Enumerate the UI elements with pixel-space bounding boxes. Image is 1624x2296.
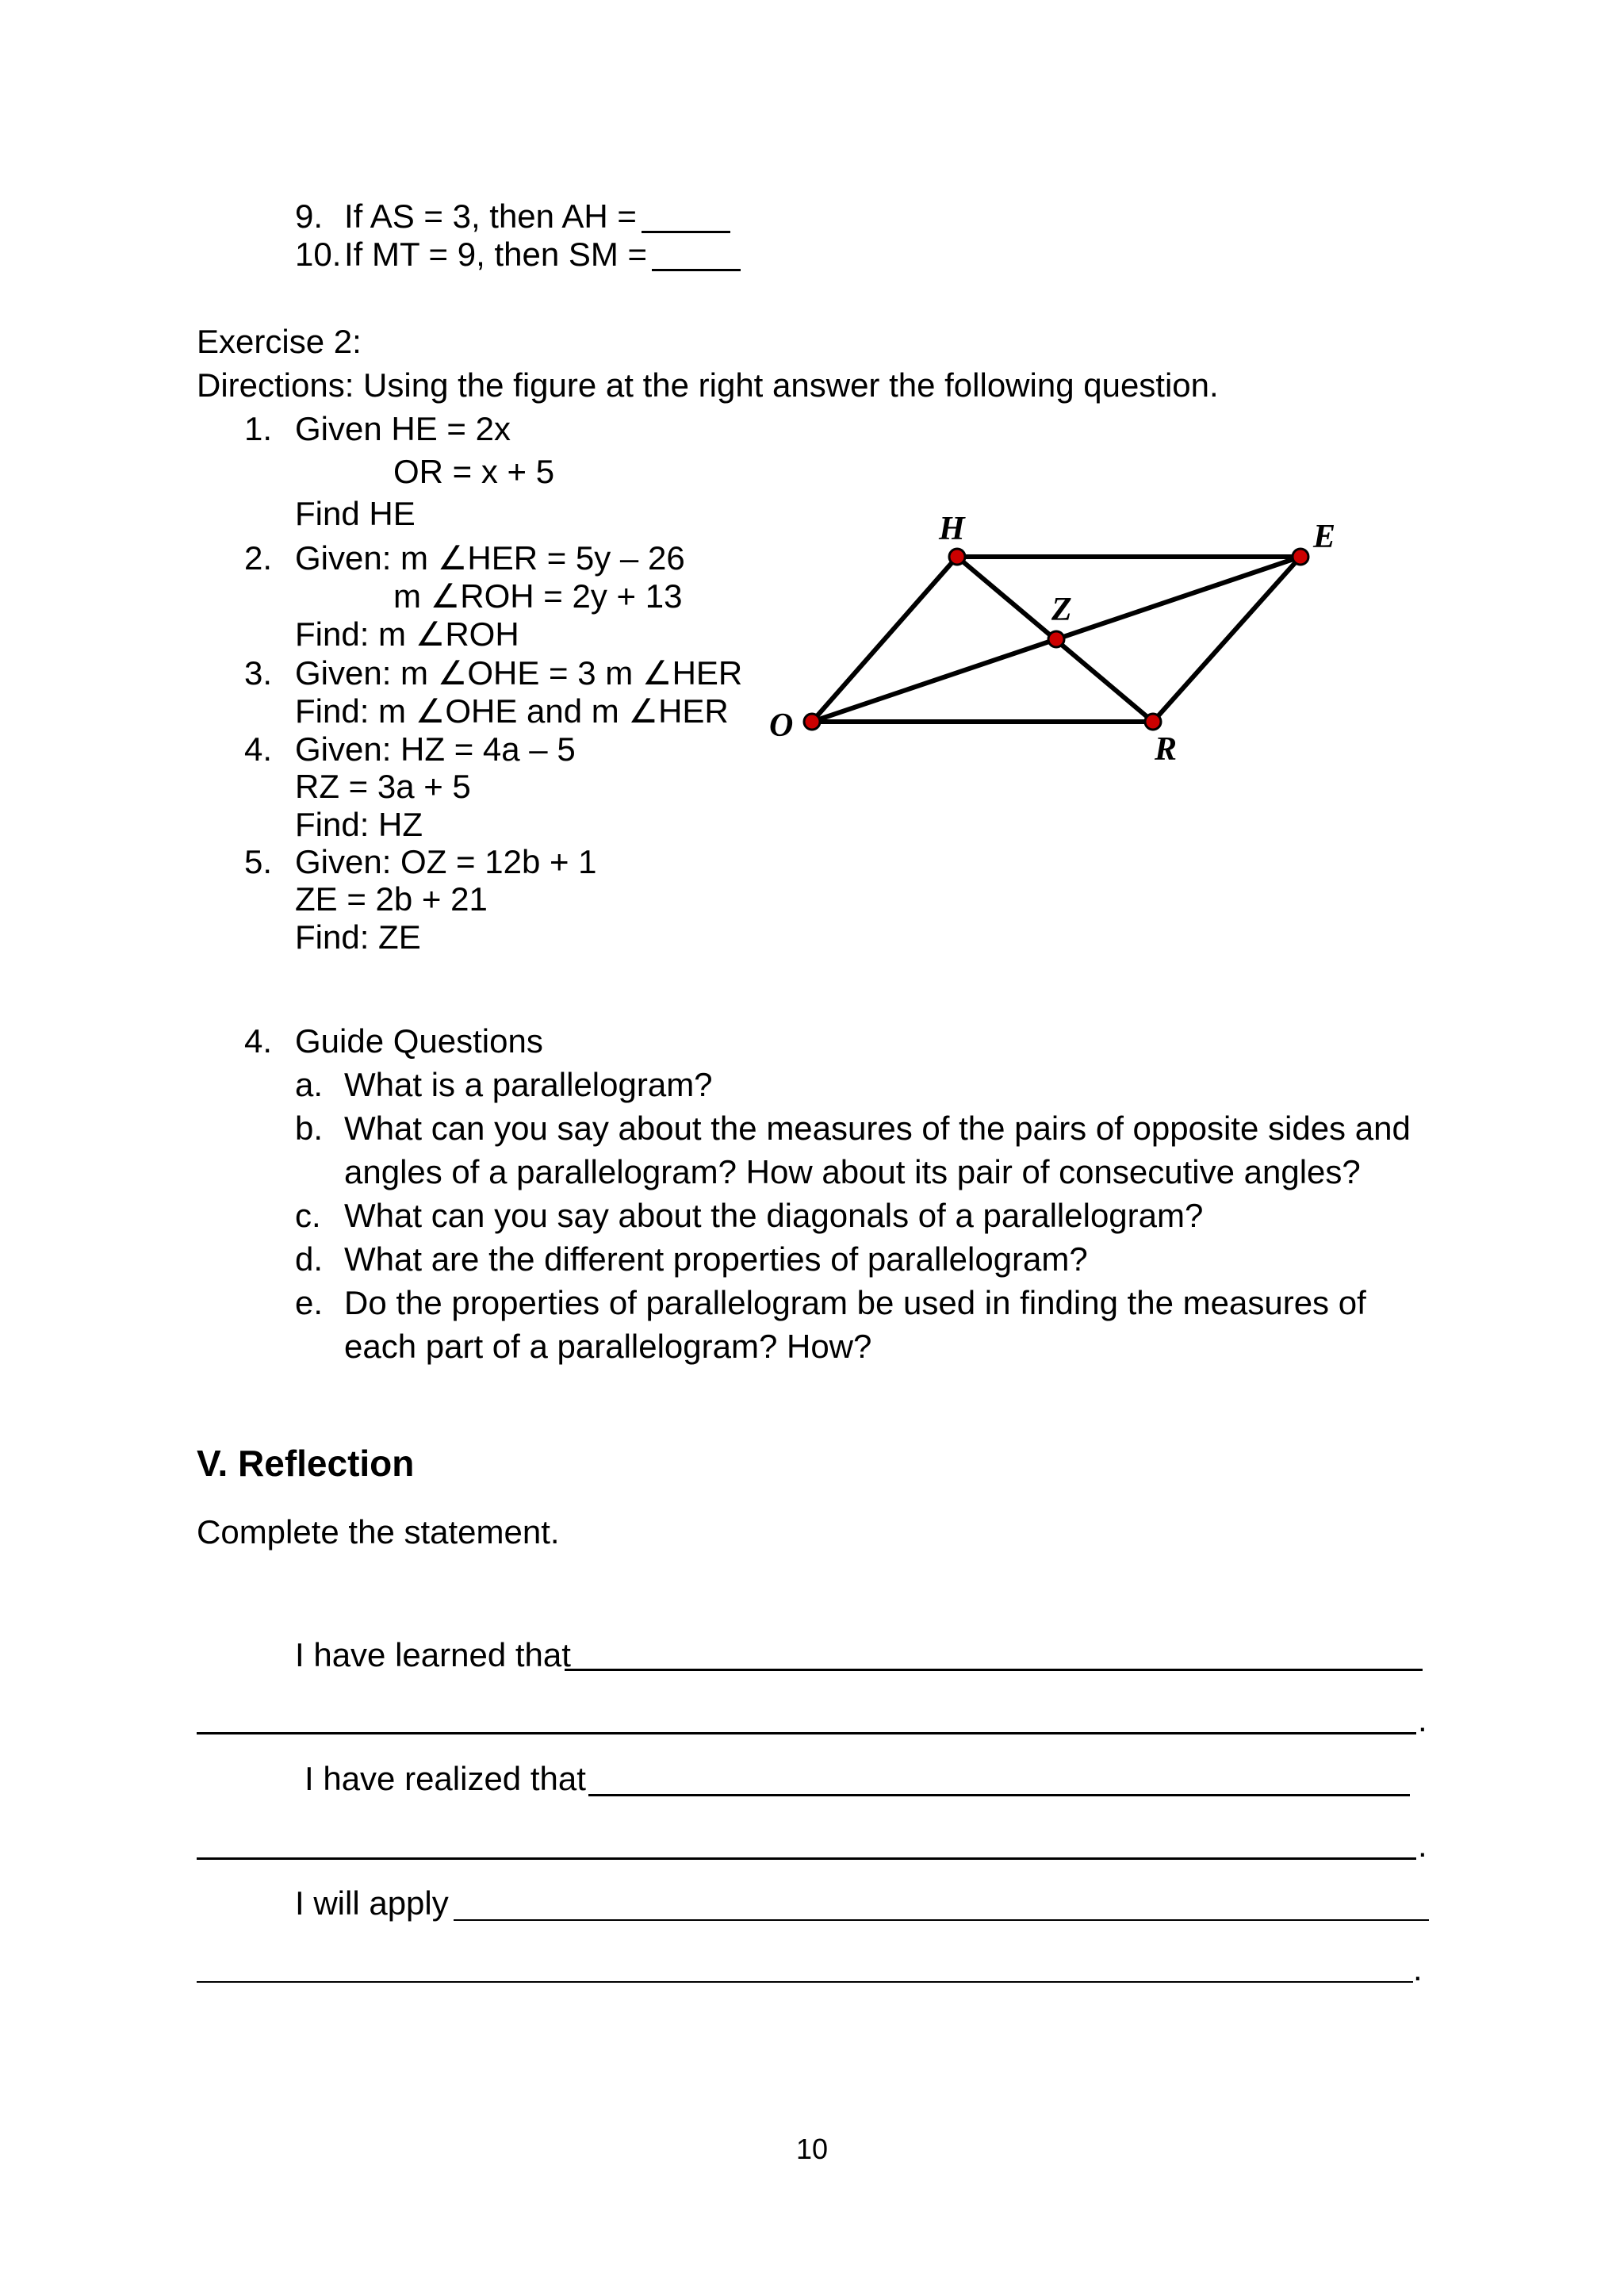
guide-q-d-letter: d. [295, 1240, 324, 1278]
item-9-number: 9. [295, 197, 324, 235]
exercise-item-4-line-3: Find: HZ [295, 806, 423, 843]
reflection-instruction: Complete the statement. [197, 1513, 560, 1550]
exercise-item-4-line-2: RZ = 3a + 5 [295, 768, 471, 805]
learned-line-period: . [1418, 1701, 1427, 1738]
exercise-item-2-line-1: Given: m ∠HER = 5y – 26 [295, 539, 685, 577]
realized-line-period: . [1418, 1826, 1427, 1864]
exercise-directions: Directions: Using the figure at the right answer the following question. [197, 366, 1219, 404]
guide-q-b-line-1: What can you say about the measures of the pairs of opposite sides and [344, 1110, 1411, 1147]
label-r: R [1155, 731, 1178, 768]
exercise-item-2-line-2: m ∠ROH = 2y + 13 [393, 577, 683, 615]
item-10-text [344, 238, 741, 271]
exercise-item-5-line-2: ZE = 2b + 21 [295, 880, 488, 918]
guide-q-c-line-1: What can you say about the diagonals of a parallelogram? [344, 1197, 1204, 1234]
exercise-item-1-line-2: OR = x + 5 [393, 453, 555, 490]
item-10-question: If MT = 9, then SM = [344, 236, 648, 273]
exercise-title: Exercise 2: [197, 323, 362, 360]
exercise-item-3-line-1: Given: m ∠OHE = 3 m ∠HER [295, 654, 743, 692]
exercise-item-5-number: 5. [244, 843, 273, 880]
guide-number: 4. [244, 1022, 273, 1060]
realized-answer-line-2[interactable] [197, 1857, 1416, 1860]
reflection-prompt-realized: I have realized that [304, 1760, 586, 1797]
point-r [1145, 714, 1161, 730]
apply-answer-line-2[interactable] [197, 1981, 1413, 1983]
guide-q-d-line-1: What are the different properties of parallelogram? [344, 1240, 1088, 1278]
reflection-prompt-learned: I have learned that [295, 1636, 571, 1673]
exercise-item-1-number: 1. [244, 410, 273, 447]
guide-q-e-line-2: each part of a parallelogram? How? [344, 1328, 872, 1365]
learned-answer-line-2[interactable] [197, 1732, 1416, 1734]
item-9-text [344, 197, 730, 235]
apply-line-period: . [1413, 1950, 1423, 1987]
exercise-item-5-line-3: Find: ZE [295, 918, 421, 956]
guide-q-a-line-1: What is a parallelogram? [344, 1066, 713, 1103]
guide-q-e-line-1: Do the properties of parallelogram be used in finding the measures of [344, 1284, 1366, 1321]
exercise-item-2-number: 2. [244, 539, 273, 577]
figure-points [804, 549, 1308, 730]
page-number: 10 [795, 2133, 829, 2165]
guide-q-a-letter: a. [295, 1066, 324, 1103]
item-10-answer-blank[interactable] [652, 240, 741, 271]
item-9-question: If AS = 3, then AH = [344, 197, 637, 235]
exercise-item-5-line-1: Given: OZ = 12b + 1 [295, 843, 597, 880]
label-h: H [939, 511, 965, 547]
guide-q-b-letter: b. [295, 1110, 324, 1147]
item-10-number: 10. [295, 236, 342, 273]
realized-answer-line-1[interactable] [588, 1794, 1410, 1796]
reflection-heading: V. Reflection [197, 1443, 415, 1484]
guide-q-c-letter: c. [295, 1197, 321, 1234]
label-e: E [1313, 519, 1336, 555]
parallelogram-figure [745, 500, 1348, 769]
guide-title: Guide Questions [295, 1022, 543, 1060]
exercise-item-2-line-3: Find: m ∠ROH [295, 615, 519, 653]
point-h [949, 549, 965, 565]
point-e [1293, 549, 1308, 565]
guide-q-b-line-2: angles of a parallelogram? How about its pair of consecutive angles? [344, 1153, 1361, 1190]
point-o [804, 714, 820, 730]
exercise-item-1-line-1: Given HE = 2x [295, 410, 511, 447]
exercise-item-3-number: 3. [244, 654, 273, 692]
label-o: O [769, 707, 794, 744]
exercise-item-3-line-2: Find: m ∠OHE and m ∠HER [295, 692, 729, 730]
learned-answer-line-1[interactable] [565, 1669, 1423, 1671]
exercise-item-1-line-3: Find HE [295, 495, 416, 532]
item-9-answer-blank[interactable] [642, 202, 730, 233]
exercise-item-4-number: 4. [244, 730, 273, 768]
label-z: Z [1051, 592, 1072, 628]
exercise-item-4-line-1: Given: HZ = 4a – 5 [295, 730, 576, 768]
point-z [1048, 631, 1064, 647]
apply-answer-line-1[interactable] [454, 1919, 1429, 1921]
guide-q-e-letter: e. [295, 1284, 324, 1321]
reflection-prompt-apply: I will apply [295, 1884, 449, 1922]
